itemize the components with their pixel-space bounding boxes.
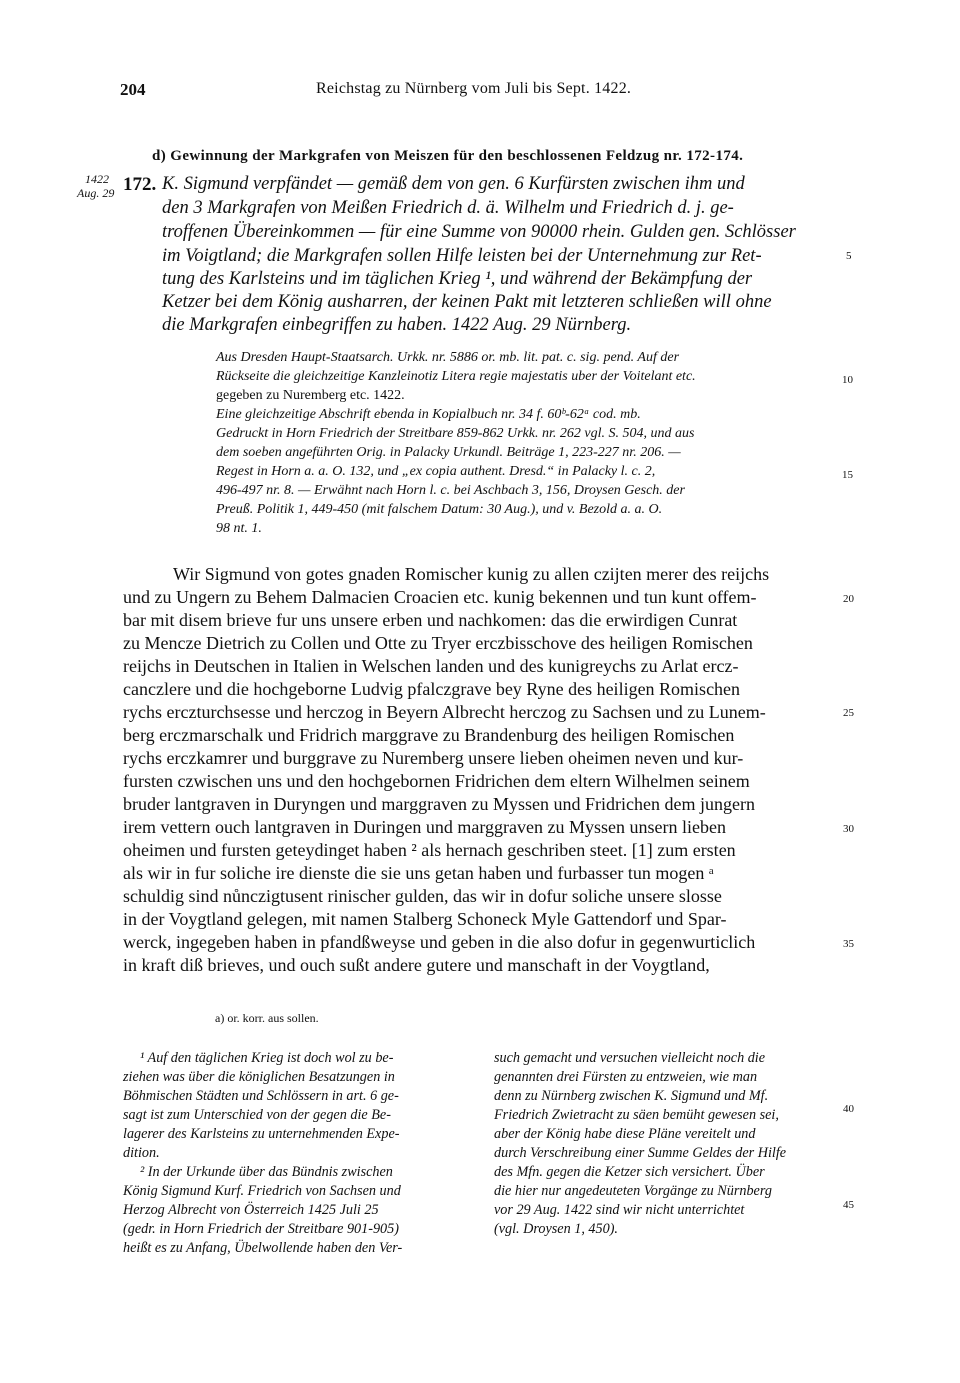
body-line: oheimen und fursten geteydinget haben ² als hernach geschriben steet. [1] zum ersten: [123, 840, 736, 860]
footnote-line: vor 29 Aug. 1422 sind wir nicht unterrichtet: [494, 1202, 745, 1218]
footnote-line: dition.: [123, 1145, 160, 1161]
line-number: 10: [842, 374, 853, 386]
source-line: gegeben zu Nuremberg etc. 1422.: [216, 388, 405, 403]
body-line: werck, ingegeben haben in pfandßweyse und geben in die also dofur in gegenwurticlich: [123, 932, 756, 952]
footnote-line: Böhmischen Städten und Schlössern in art. 6 ge-: [123, 1088, 399, 1104]
body-line: reijchs in Deutschen in Italien in Welschen landen und des kunigreychs zu Arlat ercz-: [123, 656, 739, 676]
body-line: bruder lantgraven in Duryngen und marggraven zu Myssen und Fridrichen dem jungern: [123, 794, 756, 814]
line-number: 35: [843, 938, 854, 950]
source-line: Eine gleichzeitige Abschrift ebenda in Kopialbuch nr. 34 f. 60ᵇ-62ᵃ cod. mb.: [216, 407, 641, 422]
source-line: Gedruckt in Horn Friedrich der Streitbare 859-862 Urkk. nr. 262 vgl. S. 504, und aus: [216, 426, 695, 441]
regest-line: Ketzer bei dem König ausharren, der keinen Pakt mit letzteren schließen will ohne: [162, 292, 772, 312]
footnote-line: (vgl. Droysen 1, 450).: [494, 1221, 618, 1237]
footnote-line: heißt es zu Anfang, Übelwollende haben den Ver-: [123, 1240, 403, 1256]
source-line: Preuß. Politik 1, 449-450 (mit falschem Datum: 30 Aug.), und v. Bezold a. a. O.: [216, 502, 663, 517]
footnote-line: Herzog Albrecht von Österreich 1425 Juli 25: [123, 1202, 379, 1218]
regest-line: den 3 Markgrafen von Meißen Friedrich d. ä. Wilhelm und Friedrich d. j. ge-: [162, 198, 734, 218]
body-line: in kraft diß brieves, und ouch sußt andere gutere und manschaft in der Voygtland,: [123, 955, 710, 975]
footnote-line: ziehen was über die königlichen Besatzungen in: [123, 1069, 395, 1085]
body-line: als wir in fur soliche ire dienste die sie uns getan haben und furbasser tun mogen ᵃ: [123, 863, 714, 883]
body-line: fursten czwischen uns und den hochgebornen Fridrichen dem eltern Wilhelmen seinem: [123, 771, 750, 791]
footnote-line: Friedrich Zwietracht zu säen bemüht gewesen sei,: [494, 1107, 779, 1123]
line-number: 15: [842, 469, 853, 481]
footnote-line: des Mfn. gegen die Ketzer sich versichert. Über: [494, 1164, 765, 1180]
body-line: schuldig sind nůnczigtusent rinischer gulden, das wir in dofur soliche unsere slosse: [123, 886, 722, 906]
source-line: Rückseite die gleichzeitige Kanzleinotiz Litera regie majestatis uber der Voitelant etc.: [216, 369, 696, 384]
footnote-line: durch Verschreibung einer Summe Geldes der Hilfe: [494, 1145, 787, 1161]
footnote-line: genannten drei Fürsten zu entzweien, wie man: [494, 1069, 758, 1085]
running-head: Reichstag zu Nürnberg vom Juli bis Sept. 1422.: [316, 80, 632, 97]
footnote-line: ² In der Urkunde über das Bündnis zwischen: [140, 1164, 393, 1180]
page-number: 204: [120, 80, 146, 99]
document-number: 172.: [123, 174, 157, 195]
source-line: Regest in Horn a. a. O. 132, und „ex copia authent. Dresd.“ in Palacky l. c. 2,: [216, 464, 656, 479]
regest-line: die Markgrafen einbegriffen zu haben. 1422 Aug. 29 Nürnberg.: [162, 315, 632, 335]
footnote-line: (gedr. in Horn Friedrich der Streitbare 901-905): [123, 1221, 399, 1237]
body-line: Wir Sigmund von gotes gnaden Romischer kunig zu allen czijten merer des reijchs: [173, 564, 770, 584]
regest-line: troffenen Übereinkommen — für eine Summe von 90000 rhein. Gulden gen. Schlösser: [162, 222, 796, 242]
source-line: dem soeben angeführten Orig. in Palacky Urkundl. Beiträge 1, 223-227 nr. 206. —: [216, 445, 681, 460]
body-line: zu Mencze Dietrich zu Collen und Otte zu Tryer erczbisschove des heiligen Romischen: [123, 633, 753, 653]
line-number: 5: [846, 250, 852, 262]
footnote-line: die hier nur angedeuteten Vorgänge zu Nürnberg: [494, 1183, 772, 1199]
footnote-line: denn zu Nürnberg zwischen K. Sigmund und Mf.: [494, 1088, 769, 1104]
source-line: 496-497 nr. 8. — Erwähnt nach Horn l. c. bei Aschbach 3, 156, Droysen Gesch. der: [216, 483, 685, 498]
line-number: 30: [843, 823, 854, 835]
regest-line: tung des Karlsteins und im täglichen Krieg ¹, und während der Bekämpfung der: [162, 269, 753, 289]
textual-note-a: a) or. korr. aus sollen.: [215, 1011, 319, 1025]
footnote-line: ¹ Auf den täglichen Krieg ist doch wol zu be-: [140, 1050, 394, 1066]
line-number: 25: [843, 707, 854, 719]
regest-line: K. Sigmund verpfändet — gemäß dem von gen. 6 Kurfürsten zwischen ihm und: [162, 174, 745, 194]
body-line: bar mit disem brieve fur uns unsere erben und nachkomen: das die erwirdigen Cunrat: [123, 610, 738, 630]
body-line: canczlere und die hochgeborne Ludvig pfalczgrave bey Ryne des heiligen Romischen: [123, 679, 741, 699]
margin-date-day: Aug. 29: [77, 186, 115, 200]
footnote-line: such gemacht und versuchen vielleicht noch die: [494, 1050, 766, 1066]
body-line: in der Voygtland gelegen, mit namen Stalberg Schoneck Myle Gattendorf und Spar-: [123, 909, 727, 929]
body-line: irem vettern ouch lantgraven in Duringen und marggraven zu Myssen unsern lieben: [123, 817, 726, 837]
footnote-line: lagerer des Karlsteins zu unternehmenden Expe-: [123, 1126, 400, 1142]
source-line: Aus Dresden Haupt-Staatsarch. Urkk. nr. 5886 or. mb. lit. pat. c. sig. pend. Auf der: [216, 350, 680, 365]
source-line: 98 nt. 1.: [216, 521, 262, 536]
regest-line: im Voigtland; die Markgrafen sollen Hilfe leisten bei der Unternehmung zur Ret-: [162, 246, 762, 266]
body-line: rychs erczkamrer und burggrave zu Nuremberg unsere lieben oheimen neven und kur-: [123, 748, 744, 768]
body-line: berg erczmarschalk und Fridrich marggrave zu Brandenburg des heiligen Romischen: [123, 725, 735, 745]
section-heading: d) Gewinnung der Markgrafen von Meiszen für den beschlossenen Feldzug nr. 172-174.: [152, 148, 744, 164]
line-number: 20: [843, 593, 854, 605]
line-number: 40: [843, 1103, 854, 1115]
footnote-line: König Sigmund Kurf. Friedrich von Sachsen und: [123, 1183, 401, 1199]
line-number: 45: [843, 1199, 854, 1211]
margin-date-year: 1422: [85, 172, 109, 186]
footnote-line: sagt ist zum Unterschied von der gegen die Be-: [123, 1107, 391, 1123]
body-line: und zu Ungern zu Behem Dalmacien Croacien etc. kunig bekennen und tun kunt offem-: [123, 587, 757, 607]
footnote-line: aber der König habe diese Pläne vereitelt und: [494, 1126, 756, 1142]
body-line: rychs erczturchsesse und herczog in Beyern Albrecht herczog zu Sachsen und zu Lunem-: [123, 702, 766, 722]
